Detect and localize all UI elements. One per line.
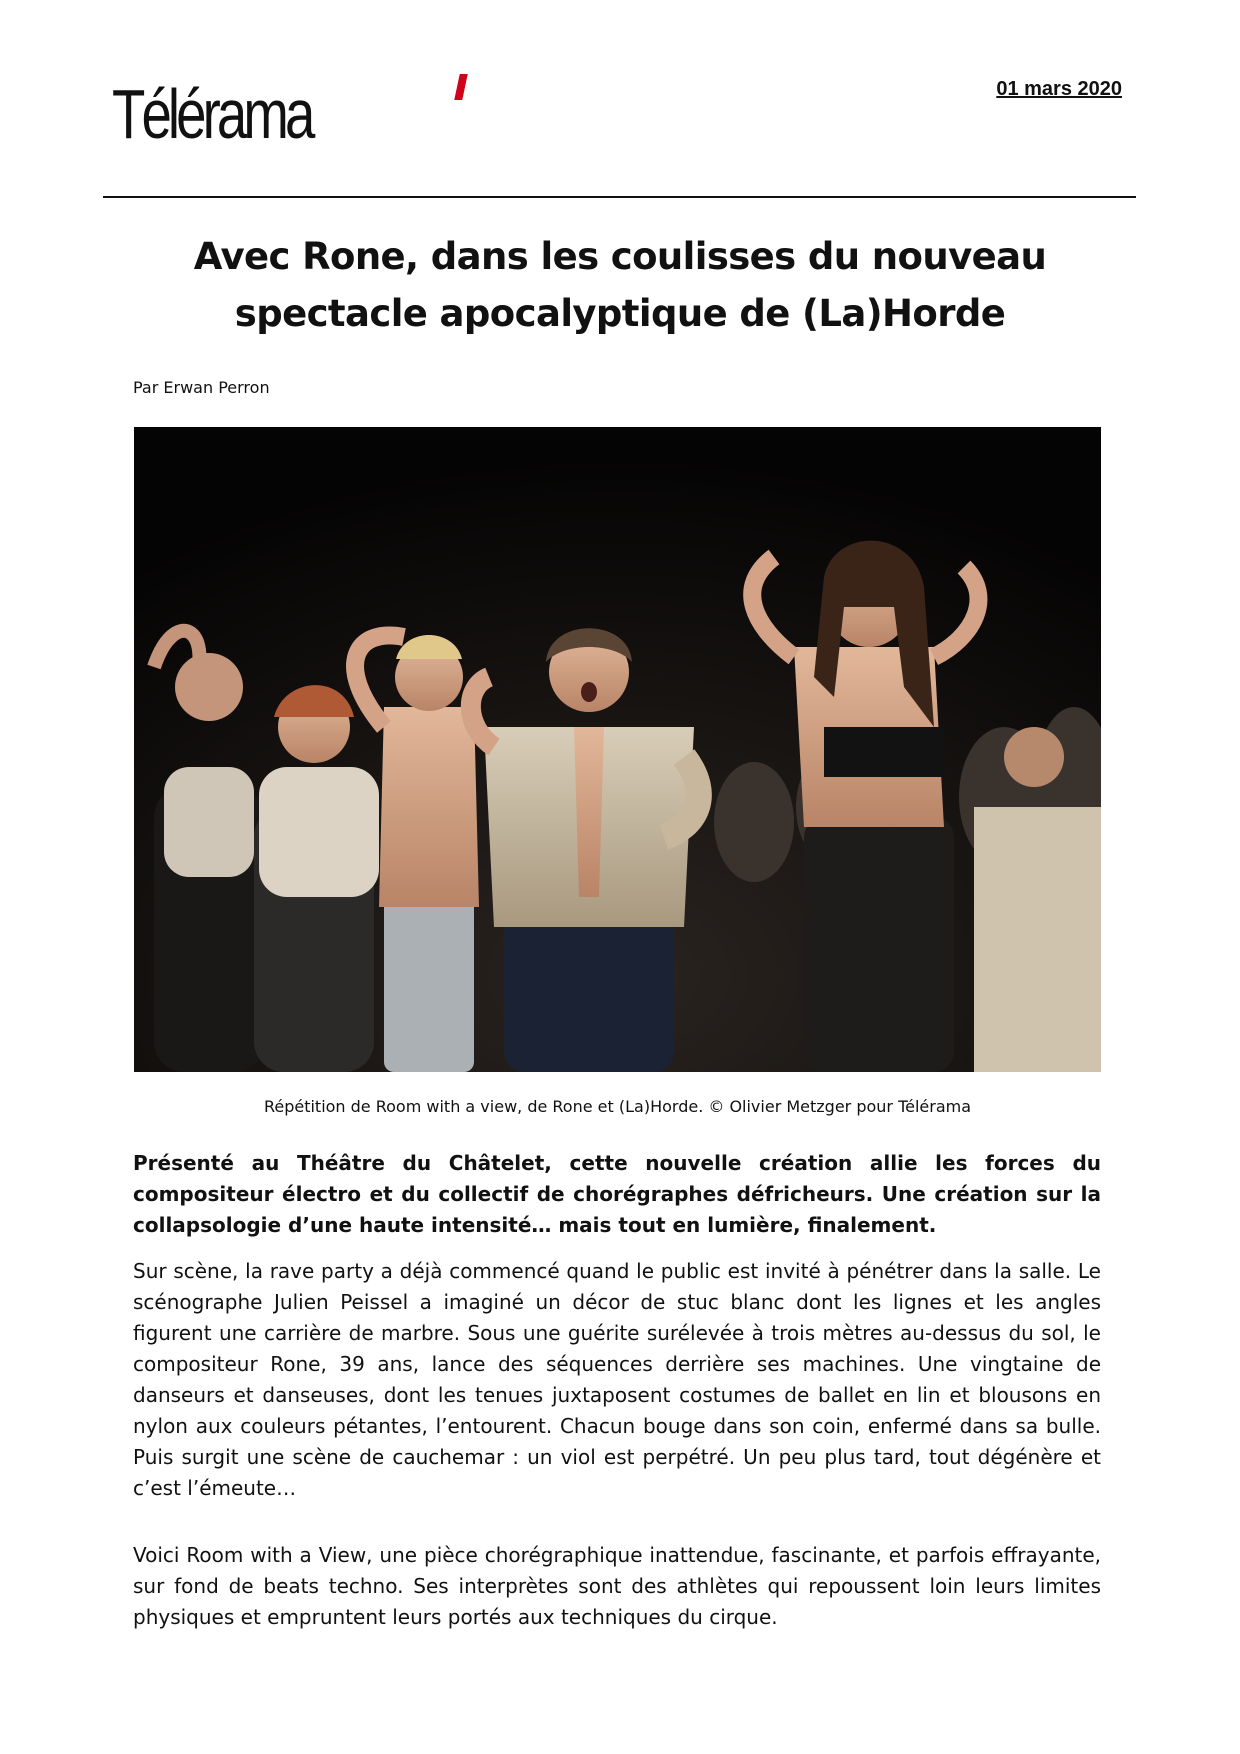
article-paragraph: Sur scène, la rave party a déjà commencé quand le public est invité à pénétrer dans la salle. Le scénographe Julien Peissel a imaginé un décor de stuc blanc dont les lignes et les angles figurent une carrière de marbre. Sous une guérite surélevée à trois mètres au-dessus du sol, le compositeur Rone, 39 ans, lance des séquences derrière ses machines. Une vingtaine de danseurs et danseuses, dont les tenues juxtaposent costumes de ballet en lin et blousons en nylon aux couleurs pétantes, l’entourent. Chacun bouge dans son coin, enfermé dans sa bulle. Puis surgit une scène de cauchemar : un viol est perpétré. Un peu plus tard, tout dégénère et c’est l’émeute… [133, 1259, 1101, 1500]
dancers-photo-illustration [134, 427, 1101, 1072]
article-byline: Par Erwan Perron [133, 378, 270, 397]
logo-accent-mark [454, 74, 468, 100]
article-lead: Présenté au Théâtre du Châtelet, cette nouvelle création allie les forces du compositeur électro et du collectif de chorégraphes défricheurs. Une création sur la collapsologie d’une haute intensité… mais tout en lumière, finalement. [133, 1151, 1101, 1237]
publication-date: 01 mars 2020 [996, 78, 1122, 100]
article-photo [134, 427, 1101, 1072]
photo-caption: Répétition de Room with a view, de Rone et (La)Horde. © Olivier Metzger pour Télérama [263, 1097, 972, 1116]
article-paragraph: Voici Room with a View, une pièce chorégraphique inattendue, fascinante, et parfois effrayante, sur fond de beats techno. Ses interprètes sont des athlètes qui repoussent loin leurs limites physiques et empruntent leurs portés aux techniques du cirque. [133, 1543, 1101, 1629]
logo-wordmark: Télérama [112, 75, 312, 153]
header-divider [103, 196, 1136, 198]
telerama-logo [112, 66, 368, 162]
article-title: Avec Rone, dans les coulisses du nouveau spectacle apocalyptique de (La)Horde [193, 235, 1047, 335]
